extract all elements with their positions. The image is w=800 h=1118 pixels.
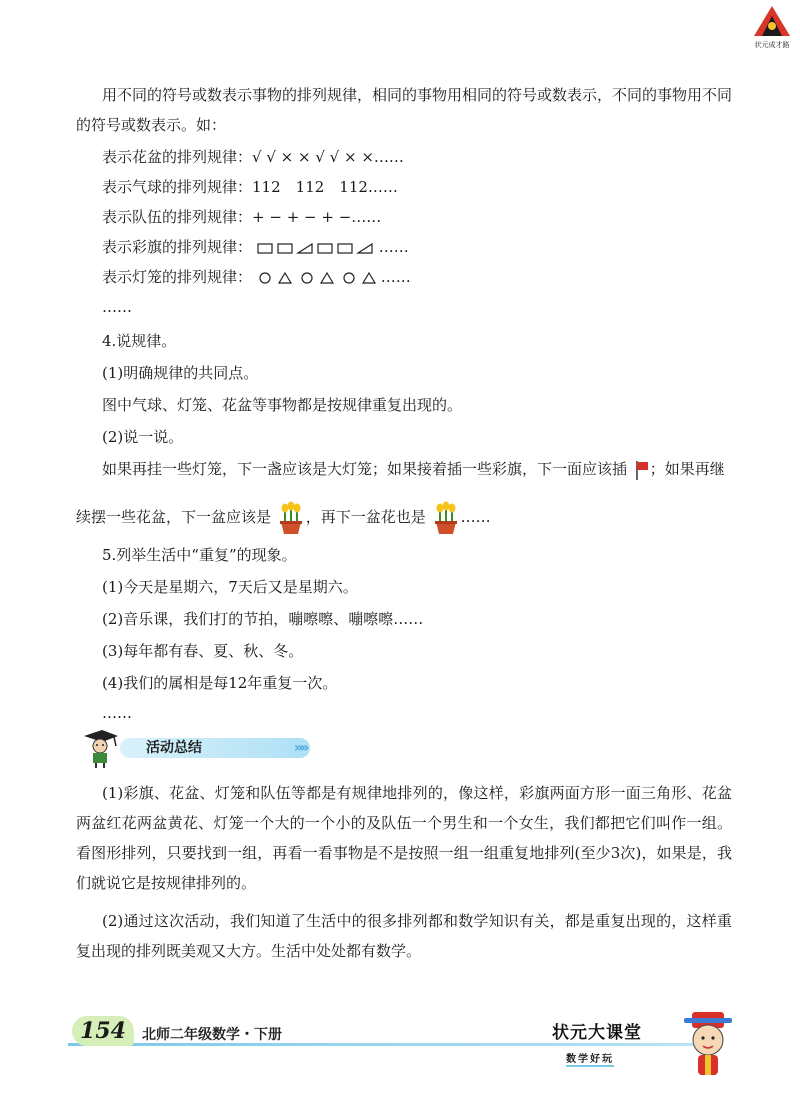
section5-heading: 5.列举生活中“重复”的现象。 — [102, 546, 297, 564]
section4-paragraph-line1 — [102, 458, 725, 481]
intro-paragraph: 用不同的符号或数表示事物的排列规律，相同的事物用相同的符号或数表示，不同的事物用不同的符号或数表示。如： — [76, 86, 733, 134]
brand-title: 状元大课堂 — [552, 1023, 642, 1043]
example-pattern: √ √ × × √ √ × ×…… — [252, 148, 404, 166]
list-item: (1)今天是星期六，7天后又是星期六。 — [102, 578, 358, 596]
example-label: 表示气球的排列规律： — [102, 178, 253, 196]
list-item: (2)音乐课，我们打的节拍，嘣嚓嚓、嘣嚓嚓…… — [102, 610, 424, 628]
red-flag-icon — [632, 459, 650, 481]
section4-sub2: (2)说一说。 — [102, 428, 184, 446]
scholar-mascot-icon — [76, 728, 120, 768]
section4-heading: 4.说规律。 — [102, 332, 177, 350]
badge-label — [120, 738, 310, 758]
example-label: 表示队伍的排列规律： — [102, 208, 253, 226]
section5-ellipsis: …… — [102, 704, 132, 722]
double-chevron-icon: »» — [293, 740, 306, 756]
example-pattern: …… — [380, 268, 411, 286]
examples-ellipsis: …… — [102, 298, 132, 316]
publisher-logo — [752, 4, 792, 48]
example-flowerpots — [102, 146, 404, 168]
para-text: ；如果再继 — [649, 460, 725, 478]
para-text: 如果再挂一些灯笼，下一盏应该是大灯笼；如果接着插一些彩旗，下一面应该插 — [102, 460, 628, 478]
example-pattern: 112 112 112…… — [252, 178, 398, 196]
yellow-flowerpot-icon — [276, 501, 306, 535]
flag-pattern-icon — [257, 241, 379, 255]
logo-caption: 状元成才路 — [754, 41, 790, 49]
scholar-boy-mascot-icon — [676, 1006, 740, 1080]
para-text: 续摆一些花盆，下一盆应该是 — [76, 508, 272, 526]
example-label: 表示灯笼的排列规律： — [102, 268, 253, 286]
yellow-flowerpot-icon — [431, 501, 461, 535]
summary-paragraph-2: (2)通过这次活动，我们知道了生活中的很多排列都和数学知识有关，都是重复出现的，这样重复出现的排列既美观又大方。生活中处处都有数学。 — [76, 912, 732, 960]
lantern-pattern-icon — [257, 271, 381, 285]
list-item: (4)我们的属相是每12年重复一次。 — [102, 674, 338, 692]
brand-subtitle: 数学好玩 — [566, 1050, 614, 1067]
example-team — [102, 206, 381, 228]
section4-paragraph-line2 — [76, 500, 491, 535]
example-label: 表示花盆的排列规律： — [102, 148, 253, 166]
book-title: 北师二年级数学・下册 — [142, 1027, 282, 1043]
badge-text: 活动总结 — [146, 740, 202, 756]
example-lanterns — [102, 266, 411, 288]
section4-sub1-text: 图中气球、灯笼、花盆等事物都是按规律重复出现的。 — [102, 396, 463, 414]
para-text: ，再下一盆花也是 — [305, 508, 426, 526]
example-label: 表示彩旗的排列规律： — [102, 238, 253, 256]
example-pattern: + − + − + −…… — [252, 208, 382, 226]
para-text: …… — [460, 508, 491, 526]
list-item: (3)每年都有春、夏、秋、冬。 — [102, 642, 304, 660]
example-balloons — [102, 176, 398, 198]
example-pattern: …… — [378, 238, 409, 256]
section4-sub1: (1)明确规律的共同点。 — [102, 364, 259, 382]
logo-mountain-icon — [752, 4, 792, 38]
summary-paragraph-1: (1)彩旗、花盆、灯笼和队伍等都是有规律地排列的，像这样，彩旗两面方形一面三角形、花盆两盆红花两盆黄花、灯笼一个大的一个小的及队伍一个男生和一个女生，我们都把它们叫作一组。看图形排列，只要找到一组，再看一看事物是不是按照一组一组重复地排列(至少3次)，如果是，我们就说它是按规律排列的。 — [76, 784, 732, 892]
example-flags — [102, 236, 409, 258]
page-number: 154 — [72, 1016, 134, 1046]
